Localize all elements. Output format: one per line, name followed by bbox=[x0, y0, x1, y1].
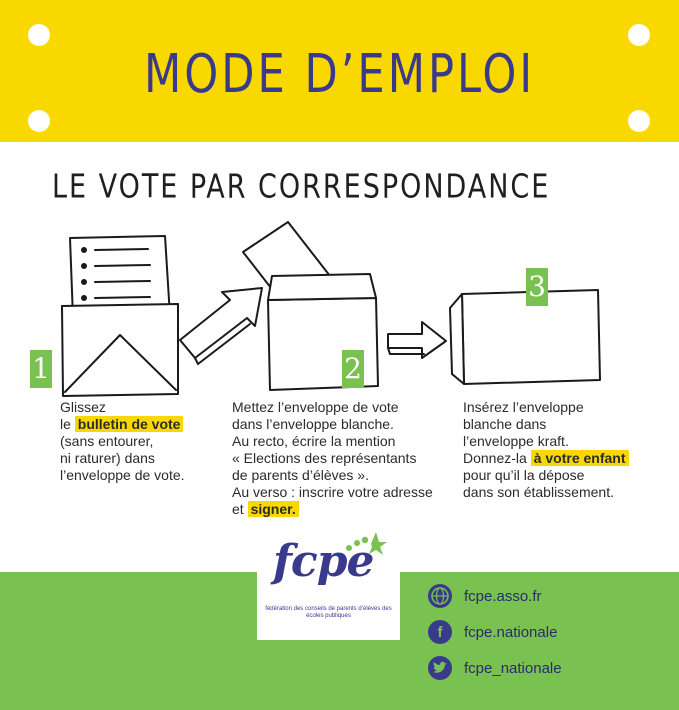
logo bbox=[257, 528, 400, 640]
website-link[interactable]: fcpe.asso.fr bbox=[464, 587, 542, 605]
highlight-signer: signer. bbox=[248, 501, 299, 517]
kraft-envelope-icon bbox=[450, 290, 600, 384]
arrow-icon bbox=[388, 322, 446, 358]
social-website[interactable] bbox=[428, 583, 542, 609]
social-twitter[interactable] bbox=[428, 655, 562, 681]
vote-envelope-icon bbox=[62, 304, 178, 396]
facebook-link[interactable]: fcpe.nationale bbox=[464, 623, 558, 641]
logo-caption: fédération des conseils de parents d’élèves des écoles publiques bbox=[265, 606, 392, 619]
highlight-bulletin: bulletin de vote bbox=[75, 416, 184, 432]
logo-text: fcpe bbox=[273, 536, 374, 587]
twitter-link[interactable]: fcpe_nationale bbox=[464, 659, 562, 677]
step-number-3: 3 bbox=[526, 268, 548, 306]
globe-icon bbox=[428, 584, 452, 608]
page-title: MODE D’EMPLOI bbox=[143, 42, 536, 106]
twitter-icon bbox=[428, 656, 452, 680]
step-3-text: Insérez l’enveloppe blanche dans l’enveloppe kraft. Donnez-la à votre enfant pour qu’il la dépose dans son établissement. bbox=[463, 399, 629, 501]
section-title: LE VOTE PAR CORRESPONDANCE bbox=[52, 168, 551, 207]
step-number-2: 2 bbox=[342, 350, 364, 388]
facebook-icon: f bbox=[428, 620, 452, 644]
step-number-1: 1 bbox=[30, 350, 52, 388]
social-facebook[interactable] bbox=[428, 619, 557, 645]
arrow-icon bbox=[180, 288, 262, 364]
step-1-text: Glissez le bulletin de vote (sans entourer, ni raturer) dans l’enveloppe de vote. bbox=[60, 399, 185, 483]
highlight-enfant: à votre enfant bbox=[531, 450, 629, 466]
step-2-text: Mettez l’enveloppe de vote dans l’enveloppe blanche. Au recto, écrire la mention « Elections des représentants de parents d’élèves ». Au verso : inscrire votre adresse et signer. bbox=[232, 399, 433, 517]
